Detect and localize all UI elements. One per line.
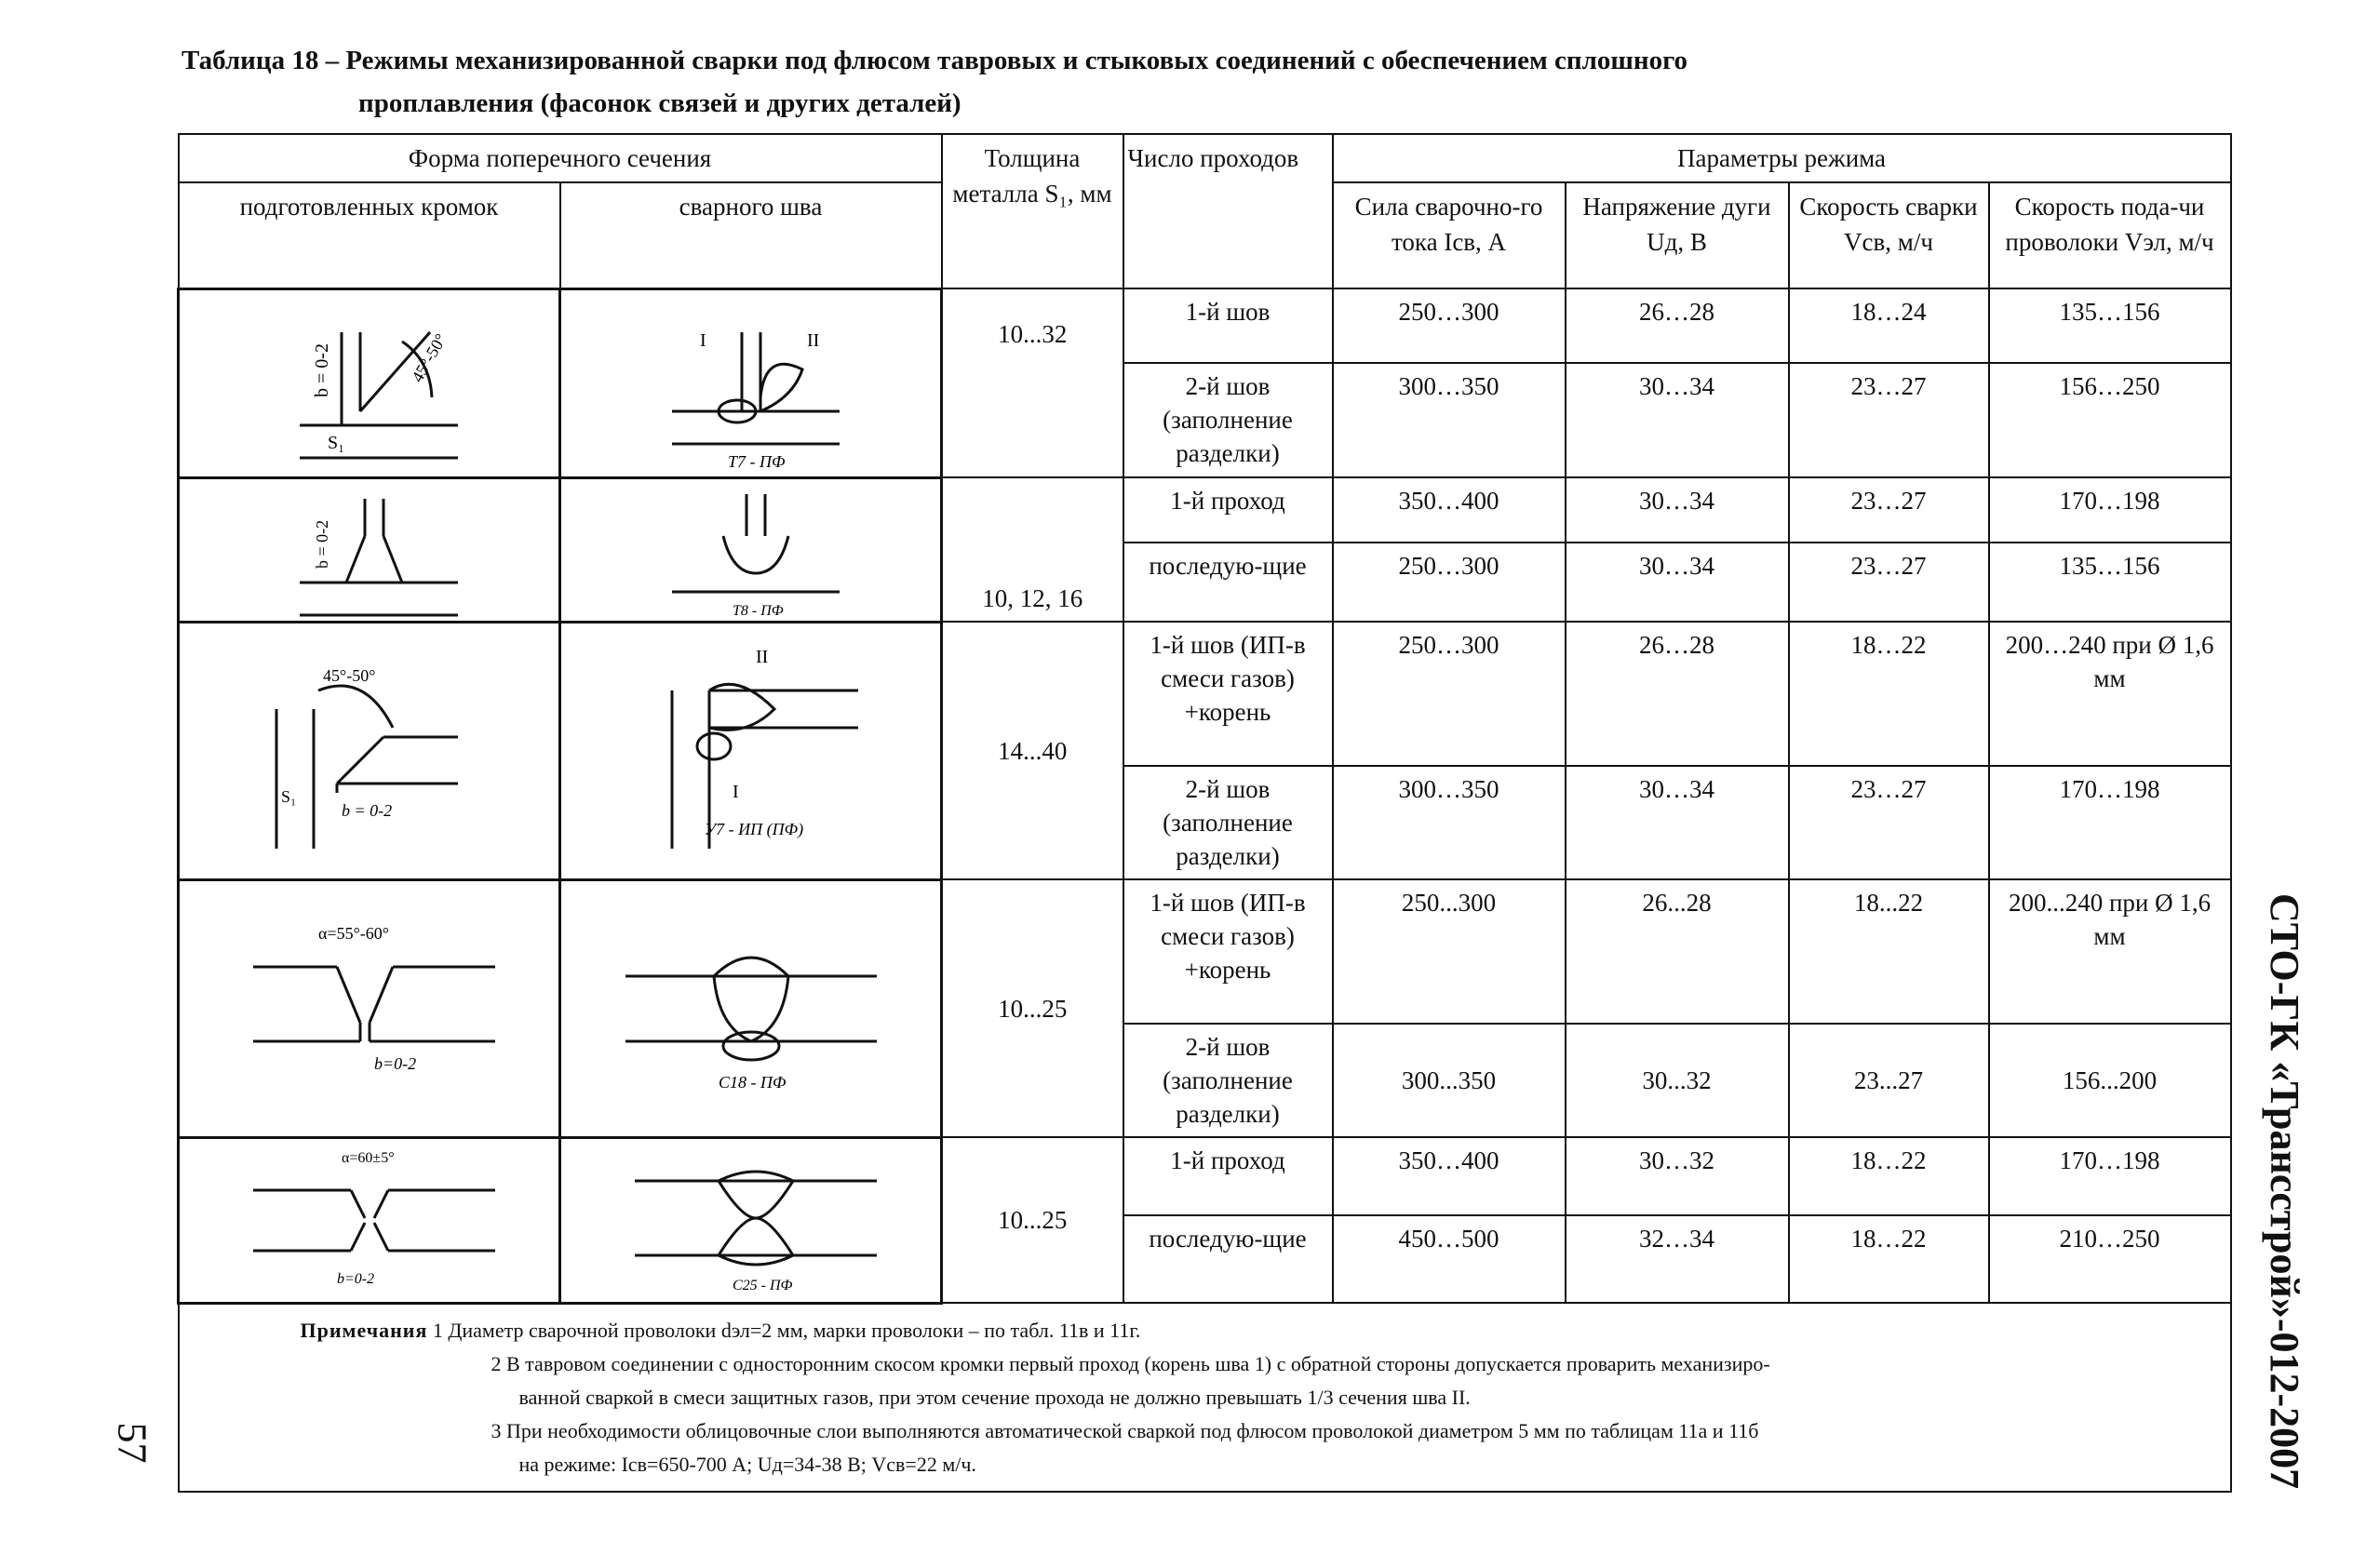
thickness-1: 10...32 [942,288,1123,477]
b02-label: b = 0-2 [311,342,332,397]
edge-sketch-5 [179,1137,560,1303]
header-cross-section: Форма поперечного сечения [179,134,942,182]
feed-4-1: 200...240 при Ø 1,6 мм [1989,879,2231,1024]
pass-2-1: 1-й проход [1123,477,1333,543]
header-weld: сварного шва [560,182,942,288]
edge-sketch-4 [179,879,560,1137]
document-code: СТО-ГК «Трансстрой»-012-2007 [2262,893,2307,1490]
feed-3-2: 170…198 [1989,766,2231,879]
note-2: 2 В тавровом соединении с односторонним скосом кромки первый проход (корень шва 1) с обратной стороны допускается проварить механизиро- [491,1351,1770,1375]
corner-weld-drawing [570,635,933,867]
header-passes: Число проходов [1123,134,1333,288]
thickness-5: 10...25 [942,1137,1123,1303]
weld-code-3: У7 - ИП (ПФ) [704,819,803,838]
feed-3-1: 200…240 при Ø 1,6 мм [1989,622,2231,766]
weld-sketch-3 [560,622,942,879]
current-3-2: 300…350 [1333,766,1566,879]
weld-code-1: Т7 - ПФ [727,451,785,471]
tee-double-weld-drawing [570,480,933,620]
header-speed: Скорость сварки Vсв, м/ч [1789,182,1989,288]
voltage-3-2: 30…34 [1566,766,1789,879]
b02-label-2: b = 0-2 [312,519,331,569]
b02-label-5: b=0-2 [336,1270,374,1287]
note-3-cont: на режиме: Iсв=650-700 А; Uд=34-38 В; Vсв=22 м/ч. [518,1452,976,1476]
feed-1-1: 135…156 [1989,288,2231,363]
pass-5-1: 1-й проход [1123,1137,1333,1215]
note-3: 3 При необходимости облицовочные слои выполняются автоматической сваркой под флюсом проволокой диаметром 5 мм по таблицам 11а и 11б [491,1418,1759,1442]
current-4-2: 300...350 [1333,1024,1566,1137]
current-3-1: 250…300 [1333,622,1566,766]
pass-1-1: 1-й шов [1123,288,1333,363]
note-2-cont: ванной сваркой в смеси защитных газов, при этом сечение прохода не должно превышать 1/3 сечения шва II. [518,1385,1471,1409]
voltage-1-1: 26…28 [1566,288,1789,363]
b02-label-4: b=0-2 [373,1053,416,1073]
pass-3-1: 1-й шов (ИП-в смеси газов) +корень [1123,622,1333,766]
header-thickness: Толщина металла S₁, мм [942,134,1123,288]
pass-3-2: 2-й шов (заполнение разделки) [1123,766,1333,879]
pass-4-1: 1-й шов (ИП-в смеси газов) +корень [1123,879,1333,1024]
weld-sketch-5 [560,1137,942,1303]
voltage-3-1: 26…28 [1566,622,1789,766]
v-groove-weld-drawing [570,902,933,1116]
voltage-5-1: 30…32 [1566,1137,1789,1215]
weld-sketch-1 [560,288,942,477]
x-groove-edge-drawing [188,1139,551,1302]
table-title [182,39,2043,125]
weld-sketch-2 [560,477,942,622]
angle-label: 45°-50° [407,329,450,385]
feed-5-1: 170…198 [1989,1137,2231,1215]
weld-code-5: С25 - ПФ [732,1277,792,1293]
speed-2-2: 23…27 [1789,543,1989,622]
speed-4-2: 23...27 [1789,1024,1989,1137]
speed-5-2: 18…22 [1789,1215,1989,1303]
angle-label-4: α=55°-60° [317,923,389,943]
voltage-4-1: 26...28 [1566,879,1789,1024]
edge-sketch-3 [179,622,560,879]
speed-1-1: 18…24 [1789,288,1989,363]
voltage-2-1: 30…34 [1566,477,1789,543]
header-current: Сила сварочно-го тока Iсв, А [1333,182,1566,288]
voltage-5-2: 32…34 [1566,1215,1789,1303]
header-voltage: Напряжение дуги Uд, В [1566,182,1789,288]
welding-modes-table [177,133,2232,1493]
weld-ii-label: II [806,329,819,351]
feed-4-2: 156...200 [1989,1024,2231,1137]
b02-label-3: b = 0-2 [341,800,392,820]
current-1-1: 250…300 [1333,288,1566,363]
angle-label-3: 45°-50° [322,665,375,685]
speed-1-2: 23…27 [1789,363,1989,477]
weld-i-label-3: I [732,781,739,802]
weld-code-4: С18 - ПФ [718,1072,786,1092]
pass-1-2: 2-й шов (заполнение разделки) [1123,363,1333,477]
x-groove-weld-drawing [570,1139,933,1302]
weld-code-2: Т8 - ПФ [732,602,784,619]
current-2-1: 350…400 [1333,477,1566,543]
voltage-4-2: 30...32 [1566,1024,1789,1137]
edge-sketch-1 [179,288,560,477]
current-5-1: 350…400 [1333,1137,1566,1215]
feed-5-2: 210…250 [1989,1215,2231,1303]
speed-4-1: 18...22 [1789,879,1989,1024]
tee-weld-drawing [570,295,933,472]
s1-label: S₁ [327,432,344,453]
header-prepared-edges: подготовленных кромок [179,182,560,288]
thickness-2: 10, 12, 16 [942,477,1123,622]
current-5-2: 450…500 [1333,1215,1566,1303]
pass-4-2: 2-й шов (заполнение разделки) [1123,1024,1333,1137]
speed-5-1: 18…22 [1789,1137,1989,1215]
feed-2-2: 135…156 [1989,543,2231,622]
title-line-1: Таблица 18 – Режимы механизированной сварки под флюсом тавровых и стыковых соединений с обеспечением сплошного [182,46,1688,75]
weld-ii-label-3: II [755,646,768,667]
notes-label: Примечания [300,1318,428,1342]
thickness-3: 14...40 [942,622,1123,879]
edge-sketch-2 [179,477,560,622]
speed-2-1: 23…27 [1789,477,1989,543]
note-1-text: 1 Диаметр сварочной проволоки dэл=2 мм, марки проволоки – по табл. 11в и 11г. [432,1318,1141,1342]
s1-label-3: S₁ [280,786,296,806]
pass-5-2: последую-щие [1123,1215,1333,1303]
current-2-2: 250…300 [1333,543,1566,622]
angle-label-5: α=60±5° [341,1149,395,1166]
current-1-2: 300…350 [1333,363,1566,477]
header-feed: Скорость пода-чи проволоки Vэл, м/ч [1989,182,2231,288]
tee-double-bevel-edge-drawing [188,480,551,620]
speed-3-2: 23…27 [1789,766,1989,879]
note-1 [198,1314,2212,1347]
thickness-4: 10...25 [942,879,1123,1137]
page-number: 57 [109,1422,155,1464]
v-groove-edge-drawing [188,902,551,1116]
feed-1-2: 156…250 [1989,363,2231,477]
voltage-2-2: 30…34 [1566,543,1789,622]
weld-sketch-4 [560,879,942,1137]
notes [179,1303,2231,1492]
pass-2-2: последую-щие [1123,543,1333,622]
voltage-1-2: 30…34 [1566,363,1789,477]
header-params: Параметры режима [1333,134,2231,182]
feed-2-1: 170…198 [1989,477,2231,543]
title-line-2: проплавления (фасонок связей и других деталей) [358,88,961,118]
speed-3-1: 18…22 [1789,622,1989,766]
corner-bevel-edge-drawing [188,635,551,867]
tee-bevel-edge-drawing [188,295,551,472]
weld-i-label: I [699,329,706,351]
current-4-1: 250...300 [1333,879,1566,1024]
